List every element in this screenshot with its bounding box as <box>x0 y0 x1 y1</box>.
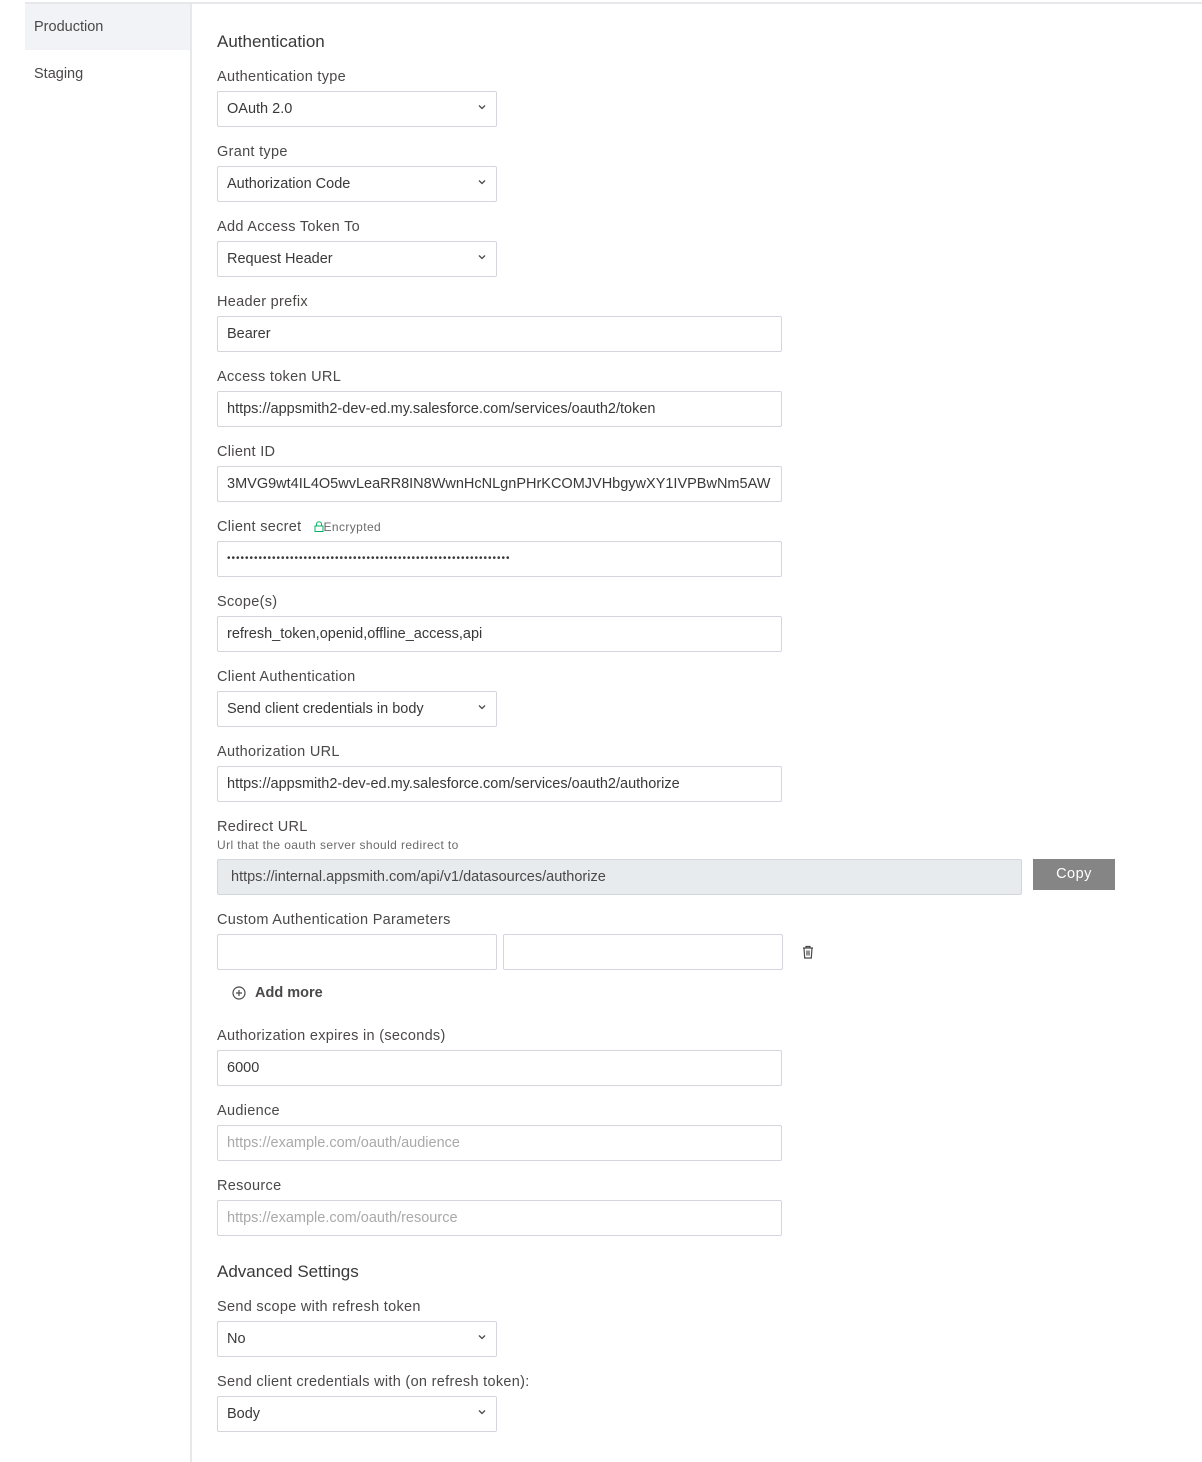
encrypted-text: Encrypted <box>323 520 382 534</box>
client-id-input[interactable]: 3MVG9wt4IL4O5wvLeaRR8IN8WwnHcNLgnPHrKCOMJVHbgywXY1IVPBwNm5AW <box>217 466 782 502</box>
sidebar-item-staging[interactable]: Staging <box>34 66 84 82</box>
header-prefix-input[interactable]: Bearer <box>217 316 782 352</box>
lock-icon <box>314 521 324 532</box>
chevron-down-icon <box>478 703 486 711</box>
send-creds-select[interactable] <box>217 1396 497 1432</box>
redirect-url-input[interactable]: https://internal.appsmith.com/api/v1/datasources/authorize <box>217 859 1022 895</box>
send-scope-label: Send scope with refresh token <box>217 1299 421 1315</box>
client-auth-label: Client Authentication <box>217 669 356 685</box>
token-to-label: Add Access Token To <box>217 219 361 235</box>
copy-button[interactable]: Copy <box>1033 859 1115 890</box>
chevron-down-icon <box>478 1408 486 1416</box>
plus-circle-icon <box>232 986 246 1000</box>
grant-type-select[interactable] <box>217 166 497 202</box>
section-heading-advanced: Advanced Settings <box>217 1262 359 1281</box>
top-divider <box>25 2 1202 4</box>
token-url-label: Access token URL <box>217 369 342 385</box>
audience-input[interactable]: https://example.com/oauth/audience <box>217 1125 782 1161</box>
auth-type-value: OAuth 2.0 <box>227 101 293 117</box>
chevron-down-icon <box>478 253 486 261</box>
send-scope-value: No <box>227 1331 246 1347</box>
auth-form <box>217 31 1177 1448</box>
auth-url-label: Authorization URL <box>217 744 340 760</box>
environment-sidebar <box>25 4 191 97</box>
audience-label: Audience <box>217 1103 280 1119</box>
client-secret-label-text: Client secret <box>217 519 302 535</box>
redirect-url-description: Url that the oauth server should redirect to <box>217 838 459 852</box>
custom-param-value-input[interactable] <box>503 934 783 970</box>
client-auth-select[interactable] <box>217 691 497 727</box>
client-secret-label <box>217 518 1177 536</box>
chevron-down-icon <box>478 1333 486 1341</box>
auth-url-input[interactable]: https://appsmith2-dev-ed.my.salesforce.com/services/oauth2/authorize <box>217 766 782 802</box>
send-creds-label: Send client credentials with (on refresh token): <box>217 1374 530 1390</box>
token-to-value: Request Header <box>227 251 333 267</box>
sidebar-item-production[interactable]: Production <box>25 4 191 50</box>
client-id-label: Client ID <box>217 444 276 460</box>
expires-input[interactable]: 6000 <box>217 1050 782 1086</box>
token-to-select[interactable] <box>217 241 497 277</box>
send-creds-value: Body <box>227 1406 261 1422</box>
custom-param-key-input[interactable] <box>217 934 497 970</box>
add-more-label: Add more <box>255 985 323 1001</box>
header-prefix-label: Header prefix <box>217 294 308 310</box>
redirect-url-label: Redirect URL <box>217 819 308 835</box>
section-heading-authentication: Authentication <box>217 32 325 51</box>
encrypted-badge <box>314 520 382 534</box>
auth-type-label: Authentication type <box>217 69 347 85</box>
grant-type-label: Grant type <box>217 144 288 160</box>
resource-input[interactable]: https://example.com/oauth/resource <box>217 1200 782 1236</box>
grant-type-value: Authorization Code <box>227 176 351 192</box>
expires-label: Authorization expires in (seconds) <box>217 1028 446 1044</box>
custom-params-label: Custom Authentication Parameters <box>217 912 451 928</box>
client-secret-input[interactable]: ••••••••••••••••••••••••••••••••••••••••••••••••••••••••••••••• <box>217 541 782 577</box>
chevron-down-icon <box>478 178 486 186</box>
trash-icon[interactable] <box>801 945 815 959</box>
token-url-input[interactable]: https://appsmith2-dev-ed.my.salesforce.com/services/oauth2/token <box>217 391 782 427</box>
client-auth-value: Send client credentials in body <box>227 701 424 717</box>
resource-label: Resource <box>217 1178 282 1194</box>
sidebar-divider <box>190 4 192 1462</box>
scopes-input[interactable]: refresh_token,openid,offline_access,api <box>217 616 782 652</box>
scopes-label: Scope(s) <box>217 594 278 610</box>
send-scope-select[interactable] <box>217 1321 497 1357</box>
chevron-down-icon <box>478 103 486 111</box>
add-more-button[interactable] <box>232 985 1177 1001</box>
auth-type-select[interactable] <box>217 91 497 127</box>
